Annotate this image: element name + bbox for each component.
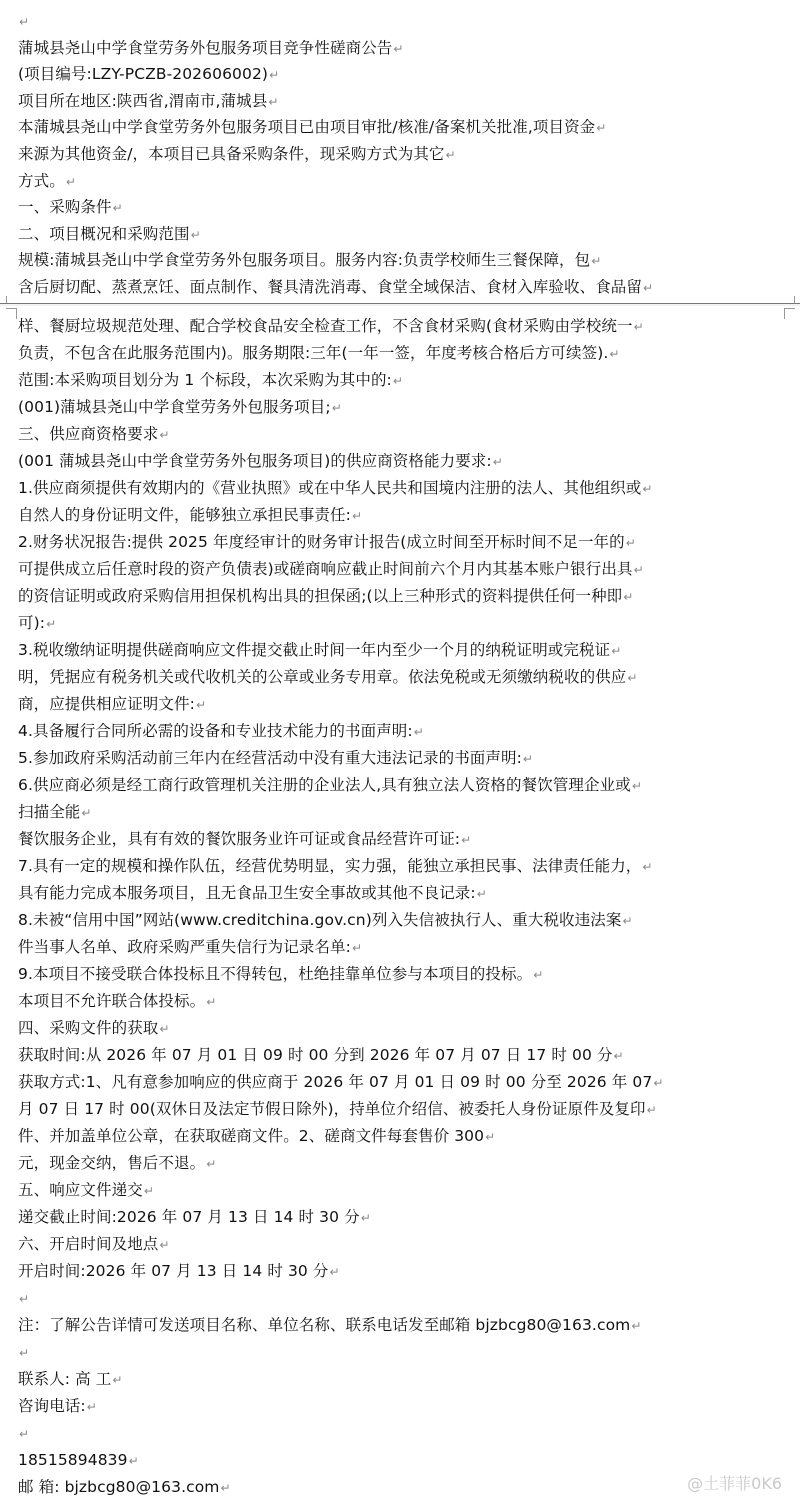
text-line <box>18 313 644 339</box>
paragraph-mark: ↵ <box>86 1400 97 1414</box>
text-line <box>18 988 216 1014</box>
document-page-1 <box>0 0 800 304</box>
text-line <box>18 772 642 798</box>
paragraph-mark: ↵ <box>19 1346 30 1360</box>
line-text: 自然人的身份证明文件，能够独立承担民事责任: <box>18 506 351 524</box>
paragraph-mark: ↵ <box>351 941 363 955</box>
paragraph-mark: ↵ <box>643 281 654 295</box>
text-line <box>18 340 620 366</box>
line-text: 注：了解公告详情可发送项目名称、单位名称、联系电话发至邮箱 bjzbcg80@163.com <box>18 1316 631 1334</box>
paragraph-mark: ↵ <box>206 1157 217 1171</box>
line-text: 样、餐厨垃圾规范处理、配合学校食品安全检查工作，不含食材采购(食材采购由学校统一 <box>18 317 633 335</box>
paragraph-mark: ↵ <box>492 455 503 469</box>
paragraph-mark: ↵ <box>19 15 30 29</box>
text-line <box>18 1123 495 1149</box>
text-line <box>18 1177 154 1203</box>
line-text: 8.未被“信用中国”网站(www.creditchina.gov.cn)列入失信被执行人、重大税收违法案 <box>18 911 622 929</box>
text-line <box>18 1204 371 1230</box>
line-text: 二、项目概况和采购范围 <box>18 224 190 243</box>
text-line <box>18 8 38 34</box>
crop-mark <box>784 308 795 319</box>
text-line <box>18 1447 139 1473</box>
paragraph-mark: ↵ <box>360 1211 371 1225</box>
paragraph-mark: ↵ <box>329 1265 340 1279</box>
paragraph-mark: ↵ <box>633 320 644 334</box>
text-line <box>18 421 170 447</box>
line-text: 获取时间:从 2026 年 07 月 01 日 09 时 00 分到 2026 年 07 月 07 日 17 时 00 分 <box>18 1046 613 1064</box>
paragraph-mark: ↵ <box>190 227 201 242</box>
line-text: 三、供应商资格要求 <box>18 425 159 443</box>
line-text: 方式。 <box>18 171 65 190</box>
watermark: @土菲菲0K6 <box>687 1474 782 1493</box>
paragraph-mark: ↵ <box>220 1481 231 1495</box>
paragraph-mark: ↵ <box>522 752 534 766</box>
line-text: 2.财务状况报告:提供 2025 年度经审计的财务审计报告(成立时间至开标时间不足一年的 <box>18 533 625 551</box>
text-line <box>18 556 644 582</box>
text-line <box>18 826 471 852</box>
paragraph-mark: ↵ <box>445 148 456 162</box>
paragraph-mark: ↵ <box>631 1319 642 1333</box>
text-line <box>18 583 633 609</box>
text-line <box>18 718 424 744</box>
line-text: 五、响应文件递交 <box>18 1181 143 1199</box>
line-text: (001)蒲城县尧山中学食堂劳务外包服务项目; <box>18 398 331 416</box>
text-line <box>18 1366 123 1392</box>
line-text: 蒲城县尧山中学食堂劳务外包服务项目竞争性磋商公告 <box>18 38 393 57</box>
text-line <box>18 274 653 300</box>
text-line <box>18 61 279 87</box>
line-text: 递交截止时间:2026 年 07 月 13 日 14 时 30 分 <box>18 1208 360 1226</box>
line-text: 明，凭据应有税务机关或代收机关的公章或业务专用章。依法免税或无须缴纳税收的供应 <box>18 668 627 686</box>
line-text: (项目编号:LZY-PCZB-202606002) <box>18 65 269 84</box>
paragraph-mark: ↵ <box>622 914 633 928</box>
paragraph-mark: ↵ <box>631 779 642 793</box>
line-text: 可): <box>18 614 46 632</box>
paragraph-mark: ↵ <box>627 671 638 685</box>
line-text: 件当事人名单、政府采购严重失信行为记录名单: <box>18 938 351 956</box>
text-line <box>18 637 621 663</box>
paragraph-mark: ↵ <box>268 94 279 109</box>
line-text: 月 07 日 17 时 00(双休日及法定节假日除外)，持单位介绍信、被委托人身份证原件及复印 <box>18 1100 646 1118</box>
text-line <box>18 1150 216 1176</box>
text-line <box>18 194 123 220</box>
paragraph-mark: ↵ <box>461 833 472 847</box>
text-line <box>18 1285 38 1311</box>
paragraph-mark: ↵ <box>159 1238 170 1252</box>
paragraph-mark: ↵ <box>112 201 123 216</box>
line-text: 扫描全能 <box>18 803 81 821</box>
text-line <box>18 934 362 960</box>
paragraph-mark: ↵ <box>65 174 76 189</box>
text-line <box>18 691 206 717</box>
paragraph-mark: ↵ <box>625 536 636 550</box>
line-text: 餐饮服务企业，具有有效的餐饮服务业许可证或食品经营许可证: <box>18 830 461 848</box>
paragraph-mark: ↵ <box>653 1076 664 1090</box>
text-line <box>18 961 543 987</box>
line-text: 5.参加政府采购活动前三年内在经营活动中没有重大违法记录的书面声明: <box>18 749 522 767</box>
text-line <box>18 529 636 555</box>
line-text: 来源为其他资金/，本项目已具备采购条件，现采购方式为其它 <box>18 145 445 163</box>
text-line <box>18 1069 664 1095</box>
paragraph-mark: ↵ <box>112 1373 123 1387</box>
line-text: 本项目不允许联合体投标。 <box>18 992 206 1010</box>
text-line <box>18 1339 38 1365</box>
line-text: 邮 箱: bjzbcg80@163.com <box>18 1478 220 1496</box>
paragraph-mark: ↵ <box>533 968 544 982</box>
paragraph-mark: ↵ <box>46 617 57 631</box>
text-line <box>18 610 56 636</box>
paragraph-mark: ↵ <box>19 1292 30 1306</box>
paragraph-mark: ↵ <box>646 1103 657 1117</box>
text-line <box>18 745 533 771</box>
paragraph-mark: ↵ <box>269 68 280 83</box>
text-line <box>18 1042 624 1068</box>
paragraph-mark: ↵ <box>143 1184 154 1198</box>
text-line <box>18 168 76 194</box>
paragraph-mark: ↵ <box>195 698 207 712</box>
text-line <box>18 1258 340 1284</box>
paragraph-mark: ↵ <box>128 1454 139 1468</box>
text-line <box>18 880 487 906</box>
line-text: 咨询电话: <box>18 1397 86 1415</box>
text-line <box>18 664 638 690</box>
line-text: 件、并加盖单位公章，在获取磋商文件。2、磋商文件每套售价 300 <box>18 1127 485 1145</box>
line-text: 项目所在地区:陕西省,渭南市,蒲城县 <box>18 91 268 110</box>
paragraph-mark: ↵ <box>392 374 404 388</box>
text-line <box>18 141 456 167</box>
paragraph-mark: ↵ <box>351 509 363 523</box>
text-line <box>18 853 653 879</box>
paragraph-mark: ↵ <box>591 254 602 269</box>
text-line <box>18 799 92 825</box>
paragraph-mark: ↵ <box>413 725 424 739</box>
line-text: 6.供应商必须是经工商行政管理机关注册的企业法人,具有独立法人资格的餐饮管理企业或 <box>18 776 631 794</box>
line-text: 3.税收缴纳证明提供磋商响应文件提交截止时间一年内至少一个月的纳税证明或完税证 <box>18 641 611 659</box>
text-line <box>18 502 362 528</box>
text-line <box>18 448 503 474</box>
line-text: 四、采购文件的获取 <box>18 1019 159 1037</box>
text-line <box>18 88 279 114</box>
line-text: 4.具备履行合同所必需的设备和专业技术能力的书面声明: <box>18 722 413 740</box>
paragraph-mark: ↵ <box>613 1049 624 1063</box>
line-text: 7.具有一定的规模和操作队伍，经营优势明显，实力强，能独立承担民事、法律责任能力， <box>18 857 642 875</box>
text-line <box>18 247 601 273</box>
paragraph-mark: ↵ <box>485 1130 496 1144</box>
paragraph-mark: ↵ <box>623 590 634 604</box>
line-text: 18515894839 <box>18 1451 128 1469</box>
paragraph-mark: ↵ <box>206 995 217 1009</box>
paragraph-mark: ↵ <box>393 41 404 56</box>
line-text: 获取方式:1、凡有意参加响应的供应商于 2026 年 07 月 01 日 09 时 00 分至 2026 年 07 <box>18 1073 653 1091</box>
line-text: 的资信证明或政府采购信用担保机构出具的担保函;(以上三种形式的资料提供任何一种即 <box>18 587 623 605</box>
line-text: 元，现金交纳，售后不退。 <box>18 1154 206 1172</box>
paragraph-mark: ↵ <box>159 1022 170 1036</box>
line-text: 本蒲城县尧山中学食堂劳务外包服务项目已由项目审批/核准/备案机关批准,项目资金 <box>18 118 596 137</box>
paragraph-mark: ↵ <box>159 428 170 442</box>
text-line <box>18 1420 38 1446</box>
paragraph-mark: ↵ <box>609 347 620 361</box>
line-text: 一、采购条件 <box>18 198 112 217</box>
line-text: 负责，不包含在此服务范围内)。服务期限:三年(一年一签，年度考核合格后方可续签). <box>18 344 609 362</box>
line-text: 1.供应商须提供有效期内的《营业执照》或在中华人民共和国境内注册的法人、其他组织或 <box>18 479 642 497</box>
line-text: 商，应提供相应证明文件: <box>18 695 195 713</box>
text-line <box>18 1096 657 1122</box>
text-line <box>18 1393 97 1419</box>
text-line <box>18 475 653 501</box>
document-page-2 <box>0 306 800 1508</box>
text-line <box>18 907 633 933</box>
paragraph-mark: ↵ <box>642 860 653 874</box>
text-line <box>18 1231 170 1257</box>
line-text: 规模:蒲城县尧山中学食堂劳务外包服务项目。服务内容:负责学校师生三餐保障，包 <box>18 251 591 270</box>
crop-mark <box>6 308 17 319</box>
text-line <box>18 1015 170 1041</box>
line-text: 含后厨切配、蒸煮烹饪、面点制作、餐具清洗消毒、食堂全域保洁、食材入库验收、食品留 <box>18 278 643 296</box>
text-line <box>18 35 404 61</box>
text-line <box>18 1312 642 1338</box>
line-text: 可提供成立后任意时段的资产负债表)或磋商响应截止时间前六个月内其基本账户银行出具 <box>18 560 633 578</box>
text-line <box>18 221 201 247</box>
paragraph-mark: ↵ <box>596 121 607 136</box>
line-text: 联系人: 高 工 <box>18 1370 112 1388</box>
line-text: 开启时间:2026 年 07 月 13 日 14 时 30 分 <box>18 1262 329 1280</box>
paragraph-mark: ↵ <box>19 1427 30 1441</box>
text-line <box>18 394 342 420</box>
line-text: 9.本项目不接受联合体投标且不得转包，杜绝挂靠单位参与本项目的投标。 <box>18 965 533 983</box>
text-line <box>18 114 606 140</box>
line-text: 六、开启时间及地点 <box>18 1235 159 1253</box>
line-text: (001 蒲城县尧山中学食堂劳务外包服务项目)的供应商资格能力要求: <box>18 452 492 470</box>
paragraph-mark: ↵ <box>331 401 342 415</box>
text-line <box>18 1474 231 1500</box>
paragraph-mark: ↵ <box>633 563 644 577</box>
paragraph-mark: ↵ <box>642 482 653 496</box>
paragraph-mark: ↵ <box>611 644 622 658</box>
line-text: 具有能力完成本服务项目，且无食品卫生安全事故或其他不良记录: <box>18 884 476 902</box>
paragraph-mark: ↵ <box>476 887 487 901</box>
text-line <box>18 367 403 393</box>
line-text: 范围:本采购项目划分为 1 个标段，本次采购为其中的: <box>18 371 392 389</box>
paragraph-mark: ↵ <box>81 806 92 820</box>
